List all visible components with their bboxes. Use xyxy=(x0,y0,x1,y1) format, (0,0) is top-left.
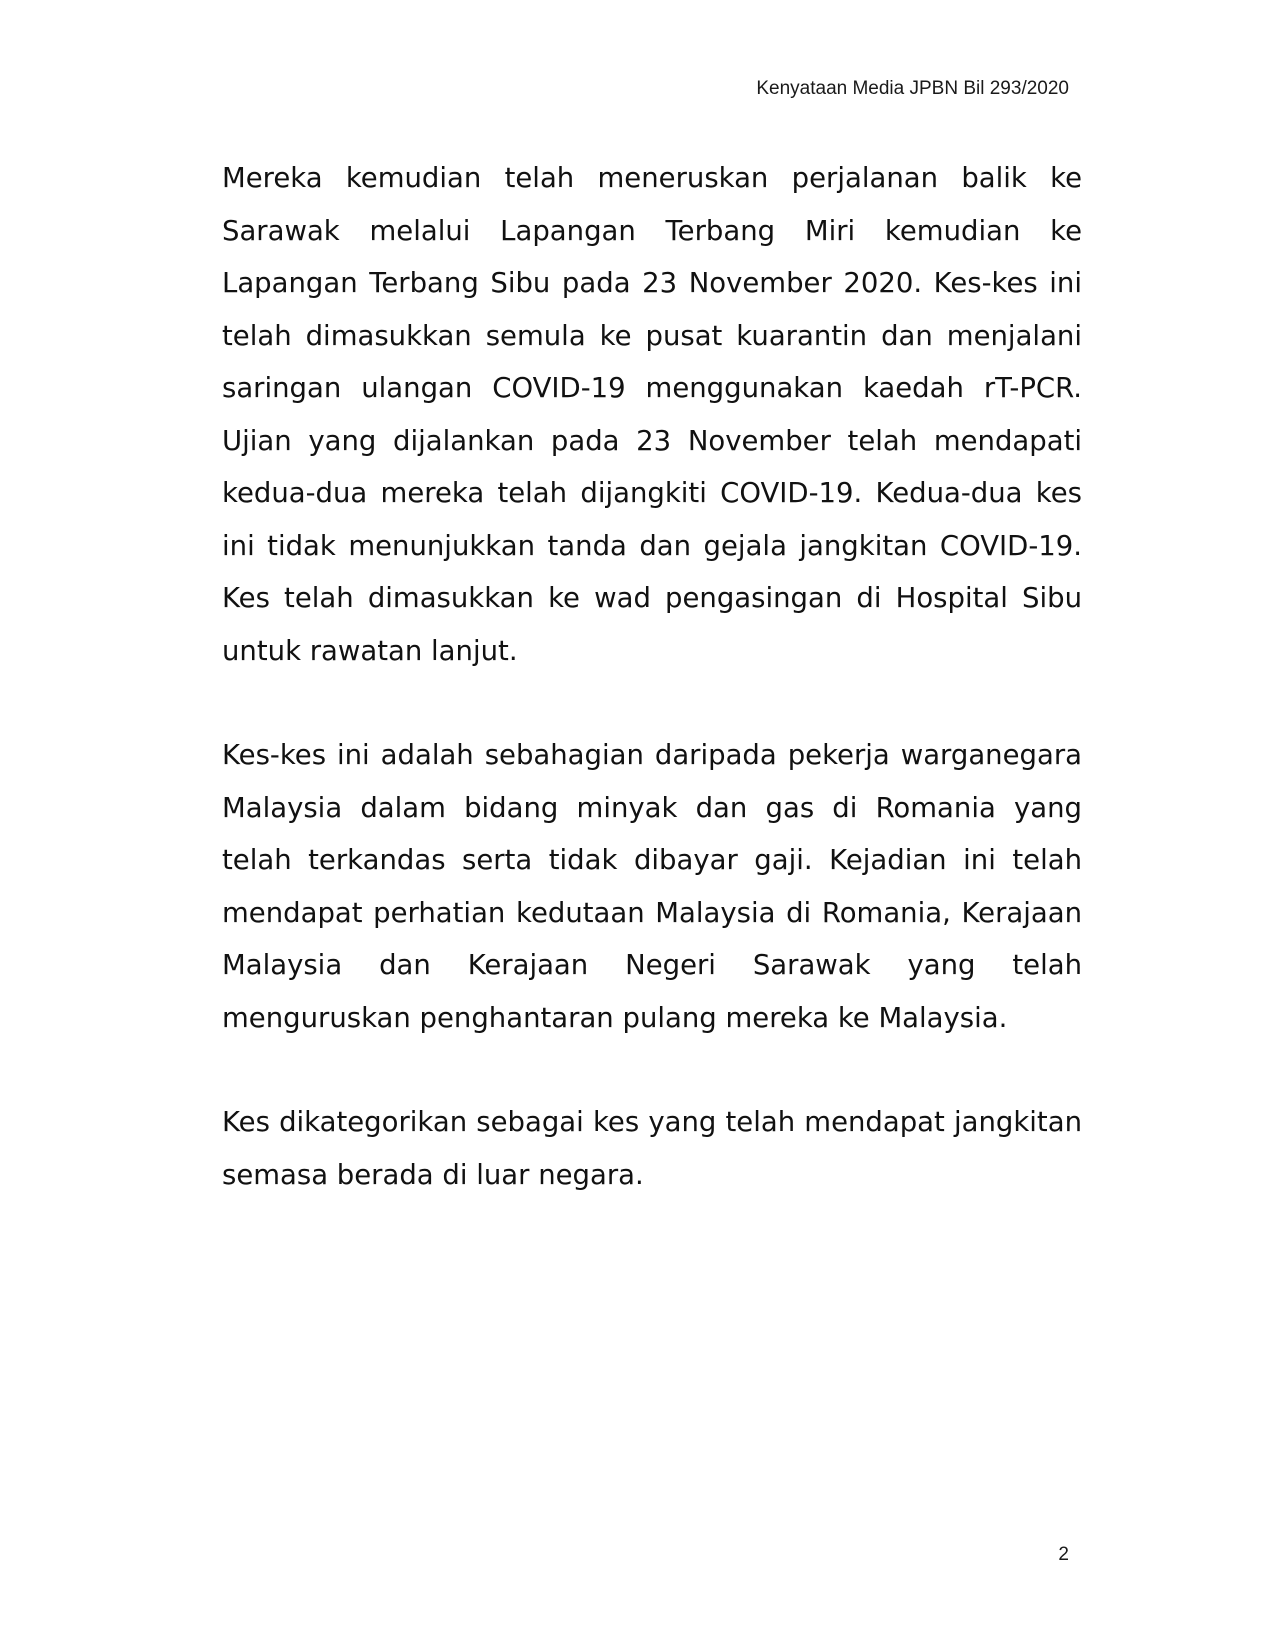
paragraph-romania-workers: Kes-kes ini adalah sebahagian daripada pekerja warganegara Malaysia dalam bidang minyak dan gas di Romania yang telah terkandas serta tidak dibayar gaji. Kejadian ini telah mendapat perhatian kedutaan Malaysia di Romania, Kerajaan Malaysia dan Kerajaan Negeri Sarawak yang telah menguruskan penghantaran pulang mereka ke Malaysia. xyxy=(222,739,1082,1034)
paragraph-case-category: Kes dikategorikan sebagai kes yang telah mendapat jangkitan semasa berada di luar negara. xyxy=(222,1106,1082,1191)
running-header: Kenyataan Media JPBN Bil 293/2020 xyxy=(756,78,1069,99)
body-text xyxy=(222,152,1082,1253)
page-number: 2 xyxy=(1058,1544,1069,1565)
paragraph-return-journey: Mereka kemudian telah meneruskan perjalanan balik ke Sarawak melalui Lapangan Terbang Miri kemudian ke Lapangan Terbang Sibu pada 23 November 2020. Kes-kes ini telah dimasukkan semula ke pusat kuarantin dan menjalani saringan ulangan COVID-19 menggunakan kaedah rT-PCR. Ujian yang dijalankan pada 23 November telah mendapati kedua-dua mereka telah dijangkiti COVID-19. Kedua-dua kes ini tidak menunjukkan tanda dan gejala jangkitan COVID-19. Kes telah dimasukkan ke wad pengasingan di Hospital Sibu untuk rawatan lanjut. xyxy=(222,162,1082,667)
